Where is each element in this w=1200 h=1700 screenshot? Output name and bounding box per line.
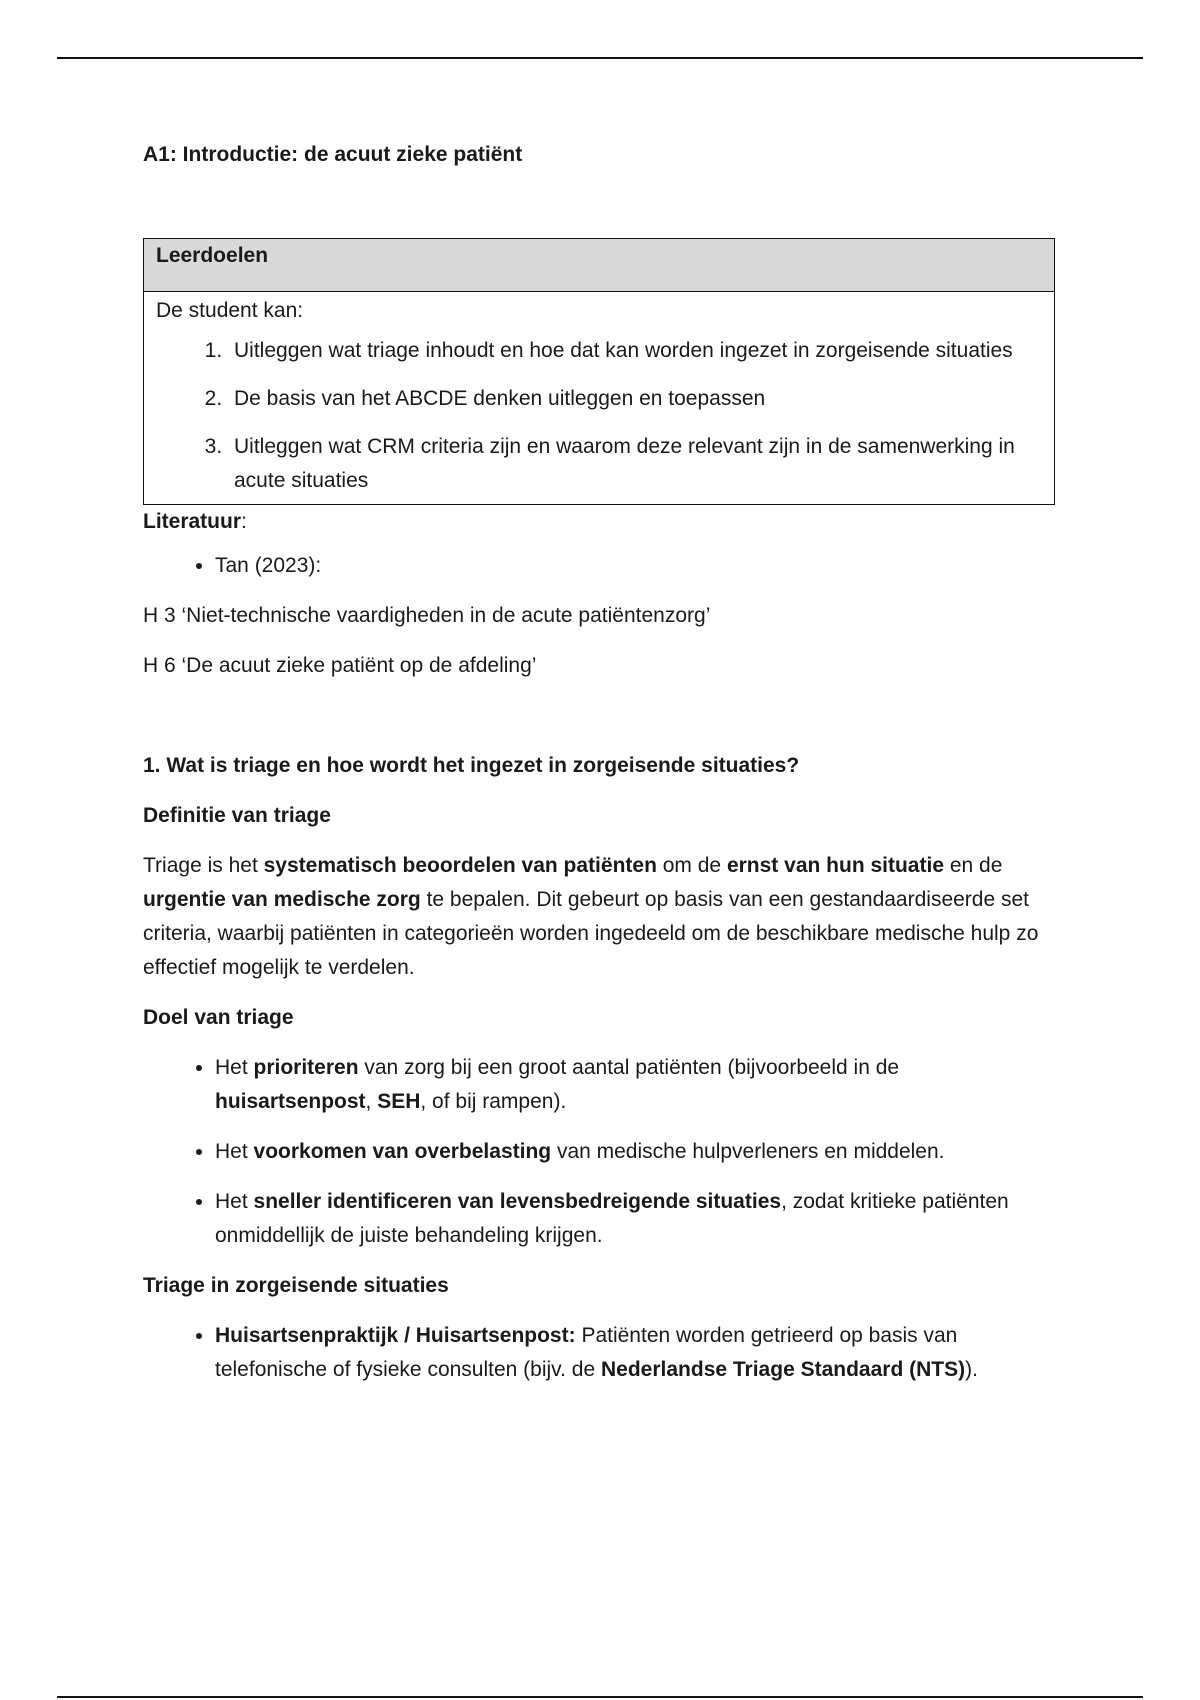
goal-item: • Het sneller identificeren van levensbedreigende situaties, zodat kritieke patiënten onmiddellijk de juiste behandeling krijgen. [215, 1185, 1058, 1253]
settings-heading: Triage in zorgeisende situaties [143, 1274, 449, 1297]
learning-goals-intro: De student kan: [156, 299, 304, 322]
literature-chapter: H 3 ‘Niet-technische vaardigheden in de acute patiëntenzorg’ [143, 604, 711, 627]
settings-item: • Huisartsenpraktijk / Huisartsenpost: Patiënten worden getrieerd op basis van telefonische of fysieke consulten (bijv. de Nederlandse Triage Standaard (NTS)). [215, 1319, 1058, 1387]
learning-goals-list [156, 334, 1042, 498]
literature-list [143, 549, 1058, 583]
goal-list [143, 1051, 1058, 1253]
literature-label: Literatuur: [143, 510, 247, 533]
learning-goal-item: 3. Uitleggen wat CRM criteria zijn en waarom deze relevant zijn in de samenwerking in acute situaties [228, 430, 1042, 498]
document-title: A1: Introductie: de acuut zieke patiënt [143, 143, 523, 166]
learning-goals-table [143, 238, 1055, 505]
header-rule [57, 57, 1143, 59]
learning-goal-item: 1. Uitleggen wat triage inhoudt en hoe dat kan worden ingezet in zorgeisende situaties [228, 334, 1042, 368]
settings-list [143, 1319, 1058, 1387]
goal-heading: Doel van triage [143, 1006, 294, 1029]
section-heading: 1. Wat is triage en hoe wordt het ingezet in zorgeisende situaties? [143, 754, 800, 777]
definition-heading: Definitie van triage [143, 804, 331, 827]
goal-item: • Het voorkomen van overbelasting van medische hulpverleners en middelen. [215, 1135, 1058, 1169]
learning-goals-body [144, 292, 1054, 504]
goal-item: • Het prioriteren van zorg bij een groot aantal patiënten (bijvoorbeeld in de huisartsenpost, SEH, of bij rampen). [215, 1051, 1058, 1119]
learning-goal-item: 2. De basis van het ABCDE denken uitleggen en toepassen [228, 382, 1042, 416]
document-page [143, 138, 1058, 1403]
definition-paragraph: Triage is het systematisch beoordelen van patiënten om de ernst van hun situatie en de urgentie van medische zorg te bepalen. Dit gebeurt op basis van een gestandaardiseerde set criteria, waarbij patiënten in categorieën worden ingedeeld om de beschikbare medische hulp zo effectief mogelijk te verdelen. [143, 854, 1039, 979]
literature-source: • Tan (2023): [215, 549, 1058, 583]
footer-rule [57, 1696, 1143, 1698]
learning-goals-header: Leerdoelen [144, 239, 1054, 292]
literature-chapter: H 6 ‘De acuut zieke patiënt op de afdeling’ [143, 654, 537, 677]
